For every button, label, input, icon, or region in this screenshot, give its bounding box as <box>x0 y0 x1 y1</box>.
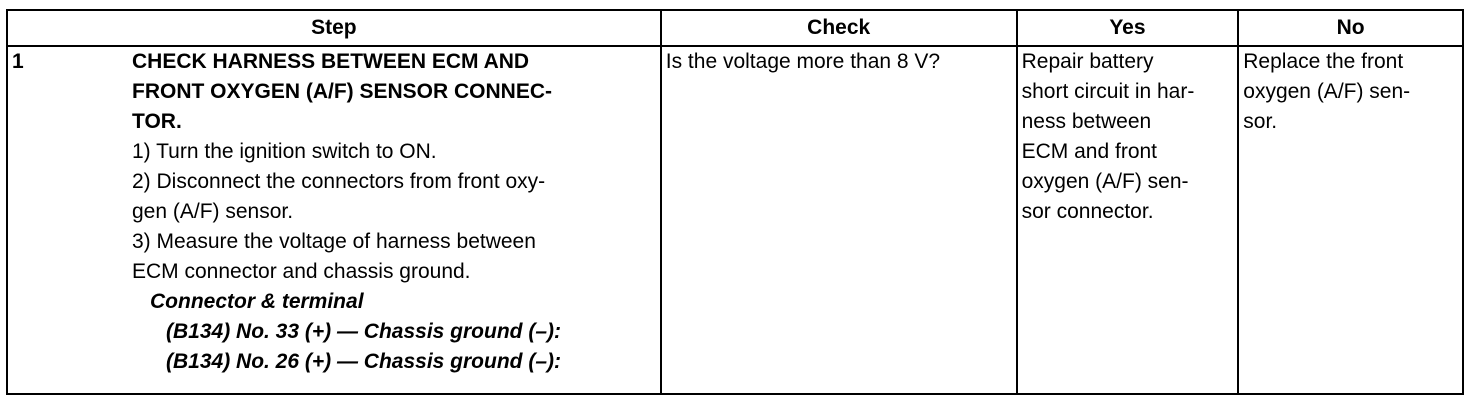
connector-heading: Connector & terminal <box>150 290 364 313</box>
step-body <box>132 47 642 377</box>
instruction-3: 3) Measure the voltage of harness between ECM connector and chassis ground. <box>132 230 536 283</box>
header-row <box>7 10 1463 46</box>
connector-line-1: (B134) No. 33 (+) — Chassis ground (–): <box>166 320 561 343</box>
step-number: 1 <box>12 50 24 73</box>
instruction-1: 1) Turn the ignition switch to ON. <box>132 140 437 163</box>
header-yes: Yes <box>1017 10 1239 46</box>
instruction-2: 2) Disconnect the connectors from front oxy- gen (A/F) sensor. <box>132 170 546 223</box>
header-no: No <box>1238 10 1463 46</box>
step-title: CHECK HARNESS BETWEEN ECM AND FRONT OXYGEN (A/F) SENSOR CONNEC- TOR. <box>132 50 553 133</box>
diagnostic-table <box>6 9 1464 395</box>
header-check: Check <box>661 10 1017 46</box>
header-step: Step <box>7 10 661 46</box>
step-cell <box>7 46 661 394</box>
connector-line-2: (B134) No. 26 (+) — Chassis ground (–): <box>166 350 561 373</box>
yes-cell: Repair battery short circuit in har- ness between ECM and front oxygen (A/F) sen- sor connector. <box>1017 46 1239 394</box>
table-row <box>7 46 1463 394</box>
check-cell: Is the voltage more than 8 V? <box>661 46 1017 394</box>
no-cell: Replace the front oxygen (A/F) sen- sor. <box>1238 46 1463 394</box>
